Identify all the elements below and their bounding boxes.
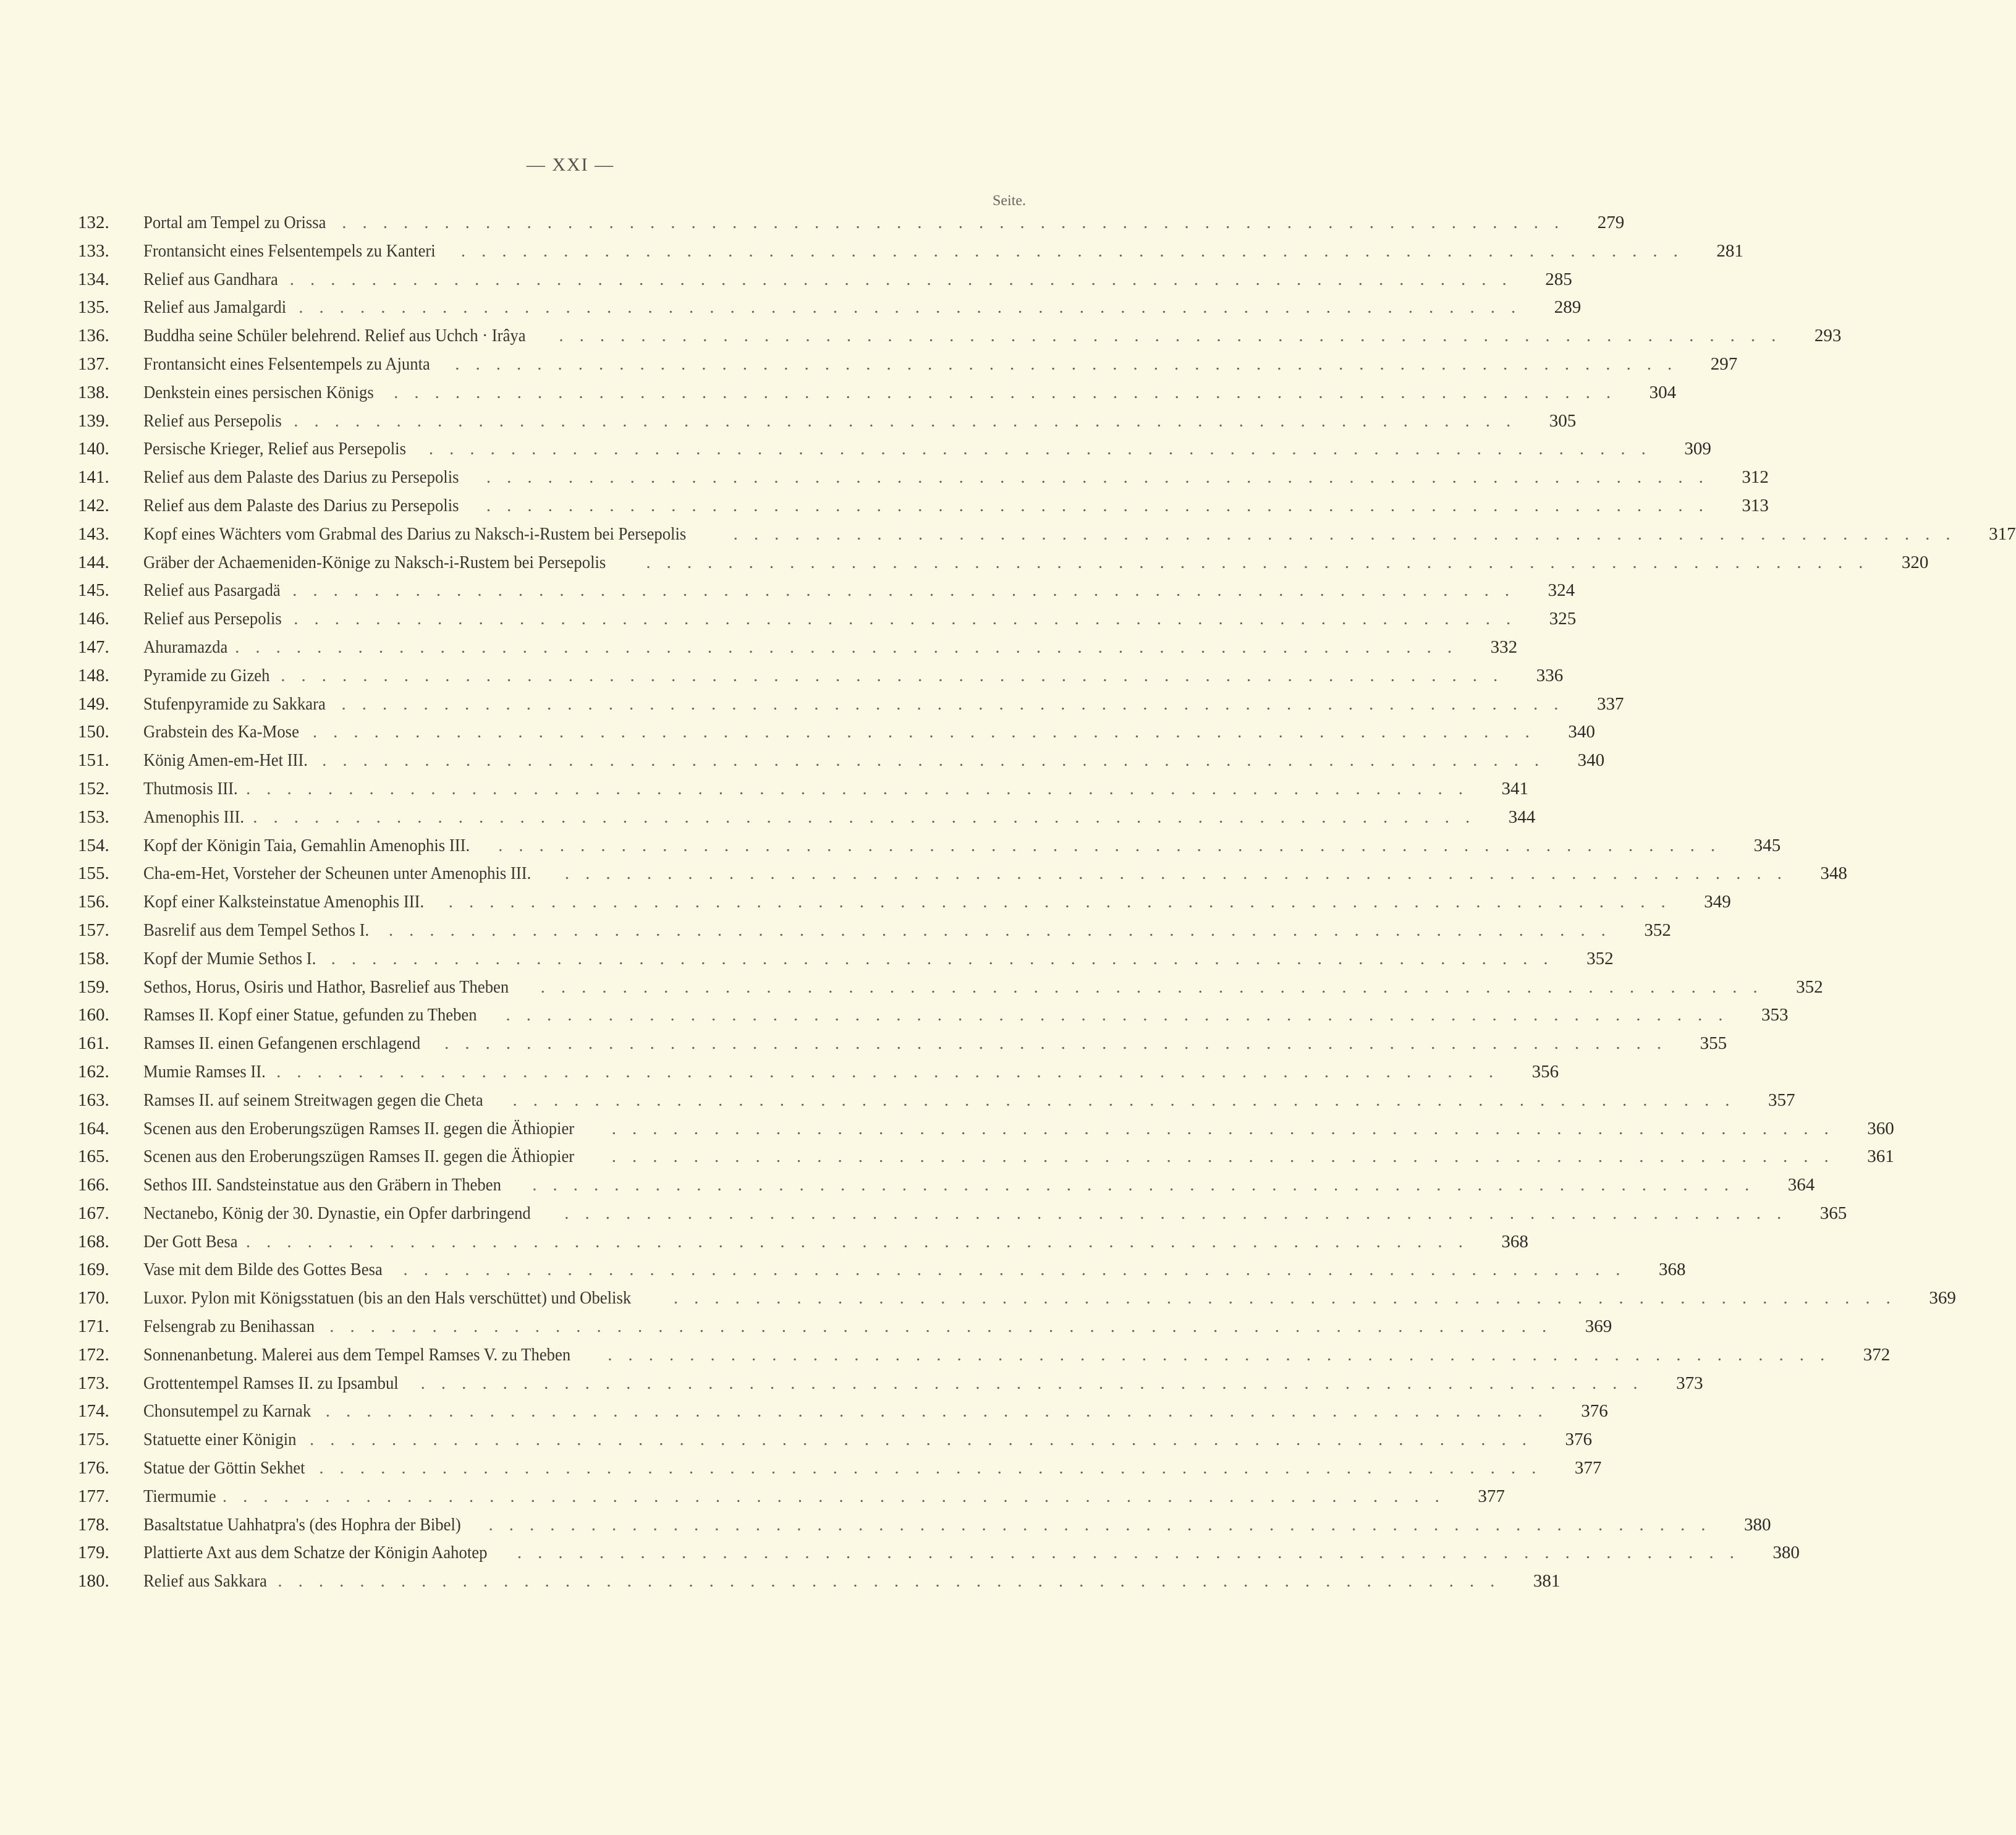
entry-title: Frontansicht eines Felsentempels zu Ajunta bbox=[143, 354, 430, 374]
leader-dots: ............................................................ bbox=[329, 1316, 1563, 1337]
leader-dots: ............................................................ bbox=[388, 920, 1622, 940]
entry-page: 369 bbox=[1585, 1316, 1612, 1337]
entry-title: Statue der Göttin Sekhet bbox=[143, 1458, 305, 1478]
entry-title: Grottentempel Ramses II. zu Ipsambul bbox=[143, 1373, 399, 1393]
entry-number: 142. bbox=[78, 495, 109, 515]
leader-dots: ............................................................ bbox=[394, 382, 1627, 402]
index-entry bbox=[78, 1511, 1771, 1540]
entry-page: 304 bbox=[1649, 382, 1677, 402]
entry-title: Stufenpyramide zu Sakkara bbox=[143, 693, 326, 714]
entry-number: 152. bbox=[78, 778, 109, 799]
entry-title: Persische Krieger, Relief aus Persepolis bbox=[143, 439, 406, 459]
index-entry bbox=[78, 1058, 1559, 1087]
entry-number: 165. bbox=[78, 1146, 109, 1167]
entry-page: 279 bbox=[1597, 213, 1625, 232]
leader-dots: ............................................................ bbox=[455, 354, 1688, 374]
entry-title: Grabstein des Ka-Mose bbox=[143, 722, 299, 742]
entry-page: 381 bbox=[1533, 1571, 1561, 1591]
entry-title: Ramses II. Kopf einer Statue, gefunden zu Theben bbox=[143, 1005, 477, 1025]
entry-page: 341 bbox=[1501, 778, 1528, 799]
entry-page: 309 bbox=[1684, 439, 1711, 459]
entry-title: Kopf der Königin Taia, Gemahlin Amenophis III. bbox=[143, 835, 470, 855]
entry-page: 368 bbox=[1658, 1260, 1686, 1280]
entry-title: Nectanebo, König der 30. Dynastie, ein Opfer darbringend bbox=[143, 1203, 531, 1223]
index-entry bbox=[78, 322, 1842, 350]
entry-page: 336 bbox=[1536, 665, 1564, 685]
leader-dots: ............................................................ bbox=[253, 807, 1486, 827]
index-entry bbox=[78, 634, 1518, 662]
index-entry bbox=[78, 917, 1671, 945]
entry-title: Basaltstatue Uahhatpra's (des Hophra der Bibel) bbox=[143, 1514, 461, 1535]
entry-title: Relief aus Persepolis bbox=[143, 609, 282, 629]
entry-number: 133. bbox=[78, 240, 109, 261]
index-entry bbox=[78, 775, 1528, 803]
entry-page: 289 bbox=[1554, 297, 1582, 318]
entry-title: Sonnenanbetung. Malerei aus dem Tempel Ramses V. zu Theben bbox=[143, 1344, 571, 1365]
index-entry bbox=[78, 1200, 1847, 1228]
entry-page: 340 bbox=[1568, 722, 1595, 742]
index-entry bbox=[78, 690, 1624, 719]
entry-title: Relief aus Sakkara bbox=[143, 1571, 268, 1591]
entry-number: 170. bbox=[78, 1288, 109, 1308]
leader-dots: ............................................................ bbox=[611, 1118, 1845, 1138]
entry-title: Ramses II. einen Gefangenen erschlagend bbox=[143, 1033, 421, 1054]
entry-number: 162. bbox=[78, 1061, 109, 1082]
index-entry bbox=[78, 209, 1625, 237]
leader-dots: ............................................................ bbox=[532, 1175, 1766, 1195]
entry-page: 376 bbox=[1565, 1430, 1592, 1450]
entry-title: Gräber der Achaemeniden-Könige zu Naksch-i-Rustem bei Persepolis bbox=[143, 552, 606, 572]
entry-title: Plattierte Axt aus dem Schatze der Königin Aahotep bbox=[143, 1543, 488, 1563]
entry-number: 139. bbox=[78, 410, 109, 431]
leader-dots: ............................................................ bbox=[299, 297, 1532, 318]
entry-title: Tiermumie bbox=[143, 1486, 216, 1506]
entry-page: 317 bbox=[1989, 523, 2016, 544]
entry-page: 345 bbox=[1753, 835, 1781, 855]
index-entry bbox=[78, 1313, 1612, 1341]
entry-page: 364 bbox=[1787, 1175, 1815, 1195]
entry-page: 352 bbox=[1644, 920, 1671, 940]
leader-dots: ............................................................ bbox=[646, 552, 1879, 572]
index-entry bbox=[78, 464, 1769, 492]
page-column-label: Seite. bbox=[993, 193, 1026, 209]
leader-dots: ............................................................ bbox=[559, 326, 1792, 346]
leader-dots: ............................................................ bbox=[488, 1514, 1722, 1535]
index-entry bbox=[78, 1228, 1528, 1257]
index-entry bbox=[78, 832, 1781, 860]
index-entry bbox=[78, 747, 1605, 775]
entry-number: 134. bbox=[78, 269, 109, 289]
entry-page: 377 bbox=[1574, 1458, 1602, 1478]
entry-page: 355 bbox=[1700, 1033, 1727, 1054]
index-entry bbox=[78, 549, 1929, 577]
index-entry bbox=[78, 237, 1743, 266]
entry-page: 361 bbox=[1867, 1146, 1894, 1167]
leader-dots: ............................................................ bbox=[312, 722, 1546, 742]
leader-dots: ............................................................ bbox=[403, 1260, 1637, 1280]
entry-title: Relief aus Persepolis bbox=[143, 410, 282, 431]
leader-dots: ............................................................ bbox=[292, 580, 1526, 601]
entry-page: 349 bbox=[1704, 892, 1731, 912]
entry-page: 380 bbox=[1743, 1514, 1771, 1535]
entry-title: Portal am Tempel zu Orissa bbox=[143, 213, 326, 232]
leader-dots: ............................................................ bbox=[325, 1401, 1559, 1422]
entry-title: Scenen aus den Eroberungszügen Ramses II. gegen die Äthiopier bbox=[143, 1146, 575, 1167]
entry-number: 172. bbox=[78, 1344, 109, 1365]
entry-number: 149. bbox=[78, 693, 109, 714]
entry-title: Amenophis III. bbox=[143, 807, 245, 827]
index-entry bbox=[78, 1483, 1505, 1511]
index-entry bbox=[78, 1030, 1727, 1058]
index-entry bbox=[78, 1087, 1795, 1115]
index-entry bbox=[78, 407, 1577, 436]
leader-dots: ............................................................ bbox=[245, 778, 1479, 799]
entry-page: 373 bbox=[1676, 1373, 1703, 1393]
entry-page: 365 bbox=[1819, 1203, 1847, 1223]
entry-title: König Amen-em-Het III. bbox=[143, 750, 308, 771]
leader-dots: ............................................................ bbox=[331, 948, 1564, 968]
entry-title: Relief aus dem Palaste des Darius zu Persepolis bbox=[143, 495, 459, 515]
leader-dots: ............................................................ bbox=[506, 1005, 1739, 1025]
entry-number: 140. bbox=[78, 439, 109, 459]
entry-number: 160. bbox=[78, 1005, 109, 1025]
entry-number: 132. bbox=[78, 213, 109, 232]
index-entry bbox=[78, 435, 1711, 464]
entry-number: 156. bbox=[78, 892, 109, 912]
index-entry bbox=[78, 1341, 1891, 1370]
leader-dots: ............................................................ bbox=[281, 665, 1514, 685]
index-entry bbox=[78, 520, 2016, 549]
index-entry bbox=[78, 605, 1577, 634]
entry-page: 348 bbox=[1820, 863, 1847, 884]
entry-title: Basrelif aus dem Tempel Sethos I. bbox=[143, 920, 370, 940]
entry-title: Vase mit dem Bilde des Gottes Besa bbox=[143, 1260, 383, 1280]
index-entry bbox=[78, 1171, 1815, 1200]
entry-number: 179. bbox=[78, 1543, 109, 1563]
entry-number: 137. bbox=[78, 354, 109, 374]
entry-page: 369 bbox=[1929, 1288, 1956, 1308]
entry-page: 297 bbox=[1710, 354, 1738, 374]
leader-dots: ............................................................ bbox=[341, 693, 1575, 714]
leader-dots: ............................................................ bbox=[310, 1430, 1543, 1450]
entry-number: 148. bbox=[78, 665, 109, 685]
entry-title: Cha-em-Het, Vorsteher der Scheunen unter Amenophis III. bbox=[143, 863, 532, 884]
index-entry bbox=[78, 1115, 1894, 1143]
entry-title: Der Gott Besa bbox=[143, 1231, 238, 1252]
entry-title: Frontansicht eines Felsentempels zu Kanteri bbox=[143, 240, 436, 261]
entry-number: 136. bbox=[78, 326, 109, 346]
index-entry bbox=[78, 718, 1595, 747]
entry-number: 163. bbox=[78, 1090, 109, 1110]
leader-dots: ............................................................ bbox=[294, 609, 1527, 629]
entry-number: 173. bbox=[78, 1373, 109, 1393]
entry-title: Relief aus Pasargadä bbox=[143, 580, 281, 601]
entry-number: 158. bbox=[78, 948, 109, 968]
entry-page: 357 bbox=[1768, 1090, 1795, 1110]
leader-dots: ............................................................ bbox=[498, 835, 1732, 855]
index-entry bbox=[78, 1567, 1561, 1596]
entry-page: 372 bbox=[1863, 1344, 1891, 1365]
leader-dots: ............................................................ bbox=[608, 1344, 1841, 1365]
index-entry bbox=[78, 577, 1575, 605]
leader-dots: ............................................................ bbox=[486, 467, 1719, 488]
entry-number: 161. bbox=[78, 1033, 109, 1054]
entry-page: 285 bbox=[1545, 269, 1572, 289]
entry-number: 141. bbox=[78, 467, 109, 488]
leader-dots: ............................................................ bbox=[428, 439, 1662, 459]
index-entry bbox=[78, 1370, 1703, 1398]
entry-number: 168. bbox=[78, 1231, 109, 1252]
leader-dots: ............................................................ bbox=[289, 269, 1523, 289]
entry-page: 368 bbox=[1501, 1231, 1528, 1252]
leader-dots: ............................................................ bbox=[420, 1373, 1654, 1393]
entry-title: Kopf der Mumie Sethos I. bbox=[143, 948, 316, 968]
entry-title: Felsengrab zu Benihassan bbox=[143, 1316, 315, 1337]
entry-number: 176. bbox=[78, 1458, 109, 1478]
index-entry bbox=[78, 294, 1582, 322]
entry-number: 135. bbox=[78, 297, 109, 318]
index-entry bbox=[78, 1256, 1686, 1284]
entry-title: Ahuramazda bbox=[143, 637, 228, 657]
index-entry bbox=[78, 350, 1738, 379]
entry-number: 167. bbox=[78, 1203, 109, 1223]
index-entry bbox=[78, 1143, 1894, 1171]
leader-dots: ............................................................ bbox=[517, 1543, 1750, 1563]
entry-page: 312 bbox=[1742, 467, 1769, 488]
index-entry bbox=[78, 1426, 1592, 1454]
entry-page: 360 bbox=[1867, 1118, 1894, 1138]
leader-dots: ............................................................ bbox=[322, 750, 1556, 771]
entry-number: 154. bbox=[78, 835, 109, 855]
entry-page: 353 bbox=[1761, 1005, 1789, 1025]
entry-page: 281 bbox=[1716, 240, 1743, 261]
leader-dots: ............................................................ bbox=[277, 1571, 1511, 1591]
entry-page: 344 bbox=[1508, 807, 1536, 827]
entry-title: Sethos, Horus, Osiris und Hathor, Basrelief aus Theben bbox=[143, 977, 509, 997]
entry-page: 340 bbox=[1577, 750, 1605, 771]
entry-number: 155. bbox=[78, 863, 109, 884]
leader-dots: ............................................................ bbox=[448, 892, 1682, 912]
entry-number: 177. bbox=[78, 1486, 109, 1506]
entry-number: 157. bbox=[78, 920, 109, 940]
index-entry bbox=[78, 1539, 1800, 1567]
entry-number: 145. bbox=[78, 580, 109, 601]
index-entry bbox=[78, 1454, 1602, 1483]
entry-page: 376 bbox=[1581, 1401, 1608, 1422]
index-entry bbox=[78, 379, 1677, 407]
entry-number: 169. bbox=[78, 1260, 109, 1280]
entry-number: 147. bbox=[78, 637, 109, 657]
entry-title: Mumie Ramses II. bbox=[143, 1061, 266, 1082]
entry-number: 143. bbox=[78, 523, 109, 544]
entry-title: Relief aus Jamalgardi bbox=[143, 297, 287, 318]
entry-page: 325 bbox=[1549, 609, 1577, 629]
leader-dots: ............................................................ bbox=[486, 495, 1719, 515]
leader-dots: ............................................................ bbox=[294, 410, 1527, 431]
entry-number: 178. bbox=[78, 1514, 109, 1535]
entry-number: 146. bbox=[78, 609, 109, 629]
entry-number: 175. bbox=[78, 1430, 109, 1450]
entry-page: 305 bbox=[1549, 410, 1577, 431]
entry-page: 293 bbox=[1814, 326, 1842, 346]
entry-number: 150. bbox=[78, 722, 109, 742]
entry-number: 180. bbox=[78, 1571, 109, 1591]
entry-page: 352 bbox=[1586, 948, 1614, 968]
entry-number: 164. bbox=[78, 1118, 109, 1138]
leader-dots: ............................................................ bbox=[222, 1486, 1455, 1506]
entry-page: 377 bbox=[1478, 1486, 1505, 1506]
entry-title: Sethos III. Sandsteinstatue aus den Gräbern in Theben bbox=[143, 1175, 501, 1195]
entry-title: Scenen aus den Eroberungszügen Ramses II. gegen die Äthiopier bbox=[143, 1118, 575, 1138]
leader-dots: ............................................................ bbox=[444, 1033, 1678, 1054]
entry-number: 171. bbox=[78, 1316, 109, 1337]
page-number-header: — XXI — bbox=[526, 155, 615, 175]
index-entry bbox=[78, 888, 1731, 917]
entry-page: 380 bbox=[1772, 1543, 1800, 1563]
leader-dots: ............................................................ bbox=[512, 1090, 1746, 1110]
entry-title: Thutmosis III. bbox=[143, 778, 238, 799]
entry-title: Kopf einer Kalksteinstatue Amenophis III. bbox=[143, 892, 425, 912]
entry-page: 324 bbox=[1548, 580, 1575, 601]
entry-title: Relief aus Gandhara bbox=[143, 269, 278, 289]
entry-title: Pyramide zu Gizeh bbox=[143, 665, 270, 685]
leader-dots: ............................................................ bbox=[733, 523, 1967, 544]
index-entry bbox=[78, 1284, 1956, 1313]
leader-dots: ............................................................ bbox=[276, 1061, 1510, 1082]
entry-number: 144. bbox=[78, 552, 109, 572]
index-entry bbox=[78, 803, 1536, 832]
leader-dots: ............................................................ bbox=[611, 1146, 1845, 1167]
leader-dots: ............................................................ bbox=[342, 213, 1575, 232]
entry-page: 320 bbox=[1901, 552, 1929, 572]
leader-dots: ............................................................ bbox=[460, 240, 1694, 261]
entry-page: 332 bbox=[1490, 637, 1518, 657]
entry-page: 313 bbox=[1742, 495, 1769, 515]
index-entry bbox=[78, 266, 1572, 294]
entry-title: Buddha seine Schüler belehrend. Relief aus Uchch · Irâya bbox=[143, 326, 526, 346]
entry-title: Ramses II. auf seinem Streitwagen gegen die Cheta bbox=[143, 1090, 483, 1110]
entry-title: Luxor. Pylon mit Königsstatuen (bis an den Hals verschüttet) und Obelisk bbox=[143, 1288, 632, 1308]
index-entry bbox=[78, 1001, 1789, 1030]
entry-number: 151. bbox=[78, 750, 109, 771]
entry-title: Chonsutempel zu Karnak bbox=[143, 1401, 311, 1422]
entry-title: Denkstein eines persischen Königs bbox=[143, 382, 374, 402]
entry-title: Relief aus dem Palaste des Darius zu Persepolis bbox=[143, 467, 459, 488]
index-entry bbox=[78, 973, 1823, 1002]
leader-dots: ............................................................ bbox=[564, 863, 1798, 884]
leader-dots: ............................................................ bbox=[564, 1203, 1798, 1223]
leader-dots: ............................................................ bbox=[673, 1288, 1907, 1308]
illustration-index-list bbox=[78, 209, 2016, 1596]
leader-dots: ............................................................ bbox=[540, 977, 1774, 997]
index-entry bbox=[78, 945, 1614, 973]
entry-title: Statuette einer Königin bbox=[143, 1430, 297, 1450]
entry-number: 174. bbox=[78, 1401, 109, 1422]
leader-dots: ............................................................ bbox=[245, 1231, 1479, 1252]
entry-number: 166. bbox=[78, 1175, 109, 1195]
entry-title: Kopf eines Wächters vom Grabmal des Darius zu Naksch-i-Rustem bei Persepolis bbox=[143, 523, 687, 544]
index-entry bbox=[78, 492, 1769, 520]
entry-page: 352 bbox=[1796, 977, 1823, 997]
entry-number: 153. bbox=[78, 807, 109, 827]
index-entry bbox=[78, 1397, 1608, 1426]
index-entry bbox=[78, 662, 1564, 690]
leader-dots: ............................................................ bbox=[319, 1458, 1552, 1478]
entry-number: 138. bbox=[78, 382, 109, 402]
entry-number: 159. bbox=[78, 977, 109, 997]
index-entry bbox=[78, 860, 1847, 888]
entry-page: 356 bbox=[1531, 1061, 1559, 1082]
leader-dots: ............................................................ bbox=[235, 637, 1468, 657]
entry-page: 337 bbox=[1597, 693, 1624, 714]
